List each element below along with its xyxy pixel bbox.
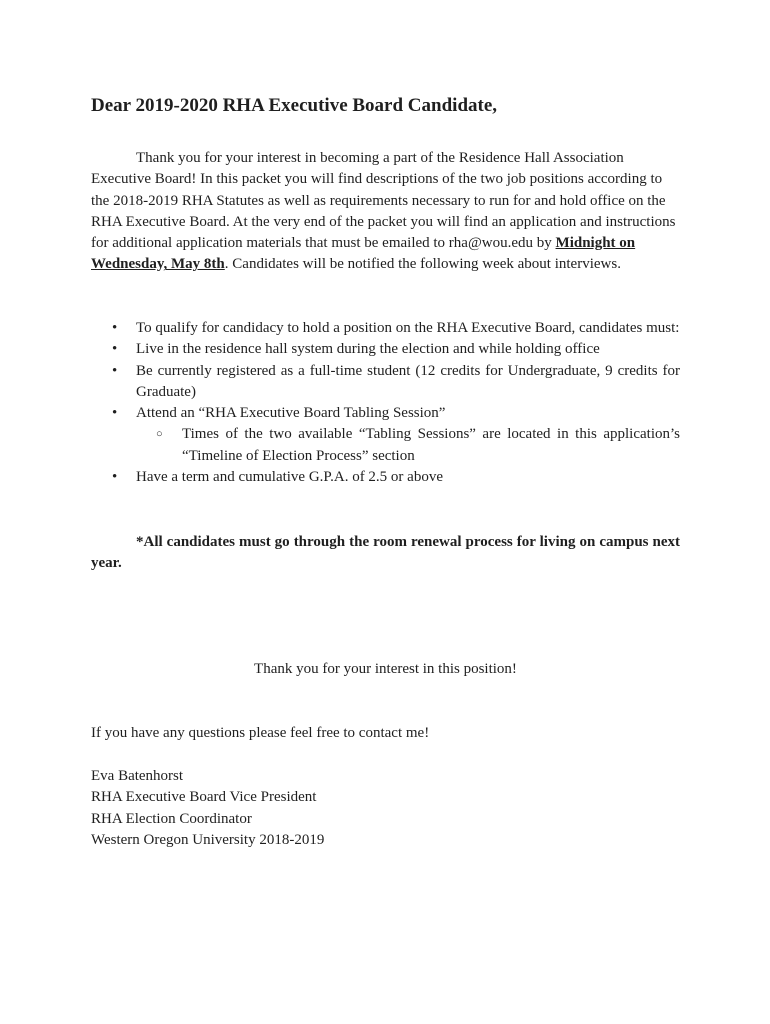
tabling-sub-item [136,424,680,467]
requirement-item-tabling [91,403,680,467]
signature-role: RHA Election Coordinator [91,810,252,827]
requirement-text: To qualify for candidacy to hold a position on the RHA Executive Board, candidates must: [136,320,680,336]
intro-paragraph [91,148,681,276]
requirement-item-full-time [91,361,680,404]
tabling-sub-text: Times of the two available “Tabling Sessions” are located in this application’s “Timeline of Election Process” section [182,426,680,464]
bullet-icon: • [112,405,118,422]
requirement-text: Attend an “RHA Executive Board Tabling Session” [136,405,446,422]
bullet-icon: • [112,320,118,336]
signature-organization: Western Oregon University 2018-2019 [91,831,325,848]
signature-title: RHA Executive Board Vice President [91,789,317,806]
signature-block [91,766,324,851]
requirement-item-residence [91,339,680,360]
room-renewal-notice: *All candidates must go through the room renewal process for living on campus next year. [91,534,680,572]
requirement-text: Be currently registered as a full-time student (12 credits for Undergraduate, 9 credits for Graduate) [136,362,680,400]
bullet-icon: • [112,469,118,486]
closing-thanks: Thank you for your interest in this position! [254,661,517,677]
bullet-icon: • [112,362,118,379]
requirement-item-qualify [91,318,680,339]
letter-heading: Dear 2019-2020 RHA Executive Board Candidate, [91,95,498,116]
intro-text: Thank you for your interest in becoming a part of the Residence Hall Association Executive Board! In this packet you will find descriptions of the two job positions according to the 2018-2019 RHA Statutes as well as requirements necessary to run for and hold office on the RHA Executive Board. At the very end of the packet you will find an application and instructions for additional application materials that must be emailed to rha@wou.edu by [91,150,676,252]
bullet-icon: • [112,341,118,358]
circle-bullet-icon: ○ [156,428,163,441]
requirement-text: Have a term and cumulative G.P.A. of 2.5 or above [136,469,443,486]
requirement-item-gpa [91,467,680,488]
tabling-sub-list [136,424,680,467]
intro-text-end: . Candidates will be notified the following week about interviews. [224,256,621,273]
signature-name: Eva Batenhorst [91,768,184,784]
contact-line: If you have any questions please feel free to contact me! [91,725,430,741]
requirements-list [91,318,680,488]
requirement-text: Live in the residence hall system during the election and while holding office [136,341,600,358]
application-deadline: Midnight on Wednesday, May 8th [91,235,636,273]
